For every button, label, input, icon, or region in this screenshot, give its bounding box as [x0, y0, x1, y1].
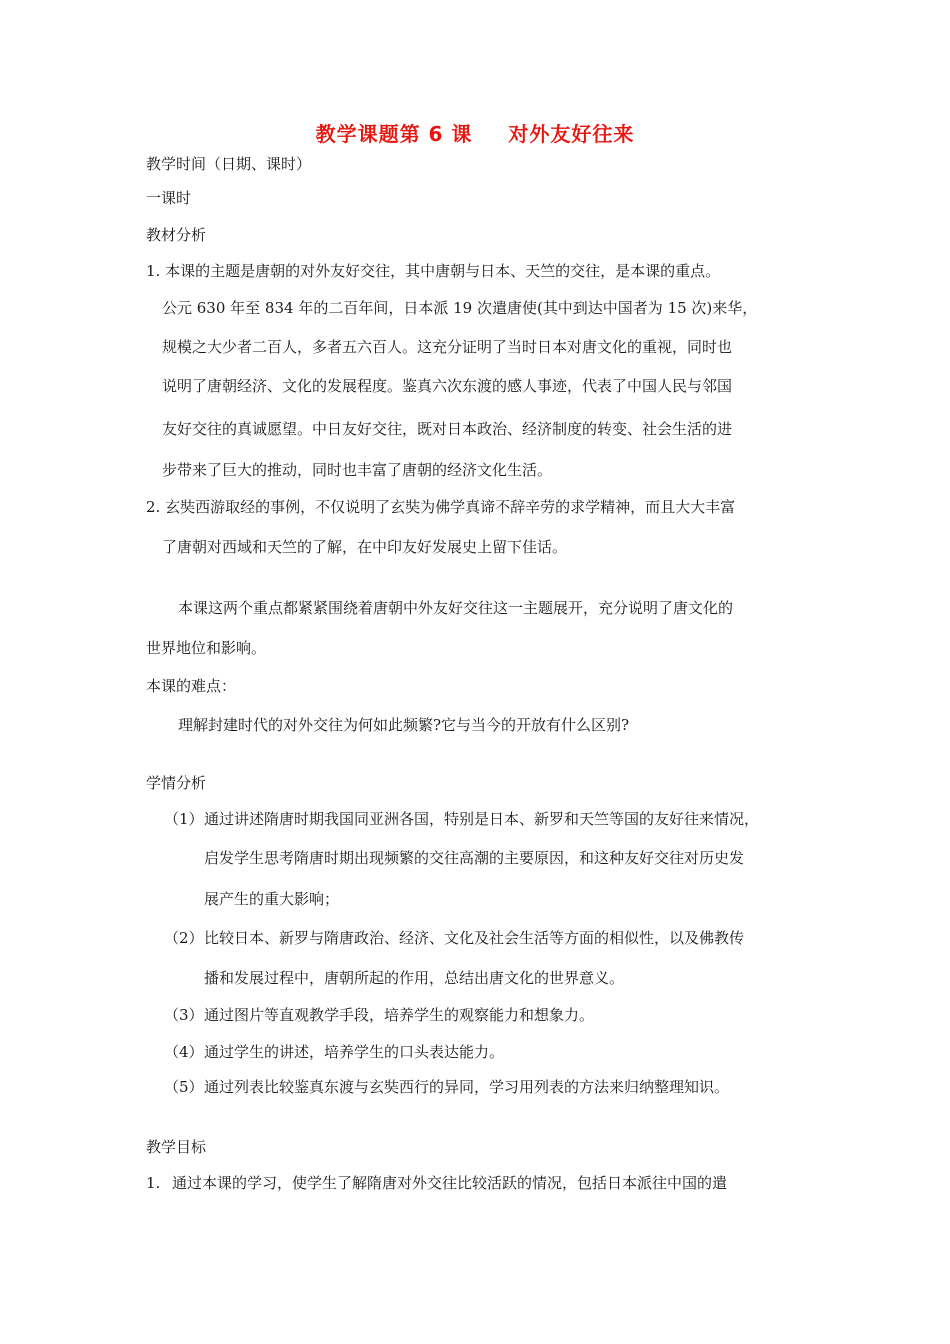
- difficulty-text: 理解封建时代的对外交往为何如此频繁?它与当今的开放有什么区别?: [178, 716, 630, 734]
- goal-item-1-num: 1.: [146, 1174, 161, 1192]
- material-analysis-heading: 教材分析: [146, 226, 207, 244]
- student-item-1-num: （1）: [164, 810, 204, 828]
- page-title: [0, 118, 950, 147]
- material-item-1-line-3: 规模之大少者二百人，多者五六百人。这充分证明了当时日本对唐文化的重视，同时也: [162, 338, 733, 356]
- student-item-1-line-1: 通过讲述隋唐时期我国同亚洲各国，特别是日本、新罗和天竺等国的友好往来情况，: [204, 810, 760, 828]
- teaching-goals-heading: 教学目标: [146, 1138, 207, 1156]
- student-item-1-line-2: 启发学生思考隋唐时期出现频繁的交往高潮的主要原因，和这种友好交往对历史发: [204, 849, 745, 867]
- material-summary-line-1: 本课这两个重点都紧紧围绕着唐朝中外友好交往这一主题展开，充分说明了唐文化的: [178, 599, 734, 617]
- title-topic: 对外友好往来: [508, 122, 635, 146]
- student-item-5-line-1: 通过列表比较鉴真东渡与玄奘西行的异同，学习用列表的方法来归纳整理知识。: [204, 1078, 730, 1096]
- student-item-2-num: （2）: [164, 929, 204, 947]
- material-item-1-line-2: 公元 630 年至 834 年的二百年间，日本派 19 次遣唐使(其中到达中国者为 15 次)来华，: [162, 299, 758, 317]
- title-lesson: 教学课题第 6 课: [315, 122, 473, 146]
- goal-item-1-text: 通过本课的学习，使学生了解隋唐对外交往比较活跃的情况，包括日本派往中国的遣: [172, 1174, 728, 1192]
- material-item-1-line-6: 步带来了巨大的推动，同时也丰富了唐朝的经济文化生活。: [162, 461, 553, 479]
- student-item-3-line-1: 通过图片等直观教学手段，培养学生的观察能力和想象力。: [204, 1006, 595, 1024]
- material-item-2-line-1: 2. 玄奘西游取经的事例，不仅说明了玄奘为佛学真谛不辞辛劳的求学精神，而且大大丰富: [146, 498, 736, 516]
- material-item-1-line-1: 1. 本课的主题是唐朝的对外友好交往，其中唐朝与日本、天竺的交往，是本课的重点。: [146, 262, 721, 280]
- teaching-time-label: 教学时间（日期、课时）: [146, 155, 312, 173]
- material-item-1-line-5: 友好交往的真诚愿望。中日友好交往，既对日本政治、经济制度的转变、社会生活的进: [162, 420, 733, 438]
- material-item-1-line-4: 说明了唐朝经济、文化的发展程度。鉴真六次东渡的感人事迹，代表了中国人民与邻国: [162, 377, 733, 395]
- material-summary-line-2: 世界地位和影响。: [146, 639, 267, 657]
- student-item-2-line-1: 比较日本、新罗与隋唐政治、经济、文化及社会生活等方面的相似性，以及佛教传: [204, 929, 745, 947]
- difficulty-label: 本课的难点：: [146, 677, 237, 695]
- student-item-2-line-2: 播和发展过程中，唐朝所起的作用，总结出唐文化的世界意义。: [204, 969, 625, 987]
- student-item-1-line-3: 展产生的重大影响；: [204, 890, 340, 908]
- student-item-3-num: （3）: [164, 1006, 204, 1024]
- student-item-4-line-1: 通过学生的讲述，培养学生的口头表达能力。: [204, 1043, 505, 1061]
- student-analysis-heading: 学情分析: [146, 774, 207, 792]
- student-item-4-num: （4）: [164, 1043, 204, 1061]
- material-item-2-line-2: 了唐朝对西域和天竺的了解，在中印友好发展史上留下佳话。: [162, 538, 568, 556]
- teaching-time-value: 一课时: [146, 189, 192, 207]
- student-item-5-num: （5）: [164, 1078, 204, 1096]
